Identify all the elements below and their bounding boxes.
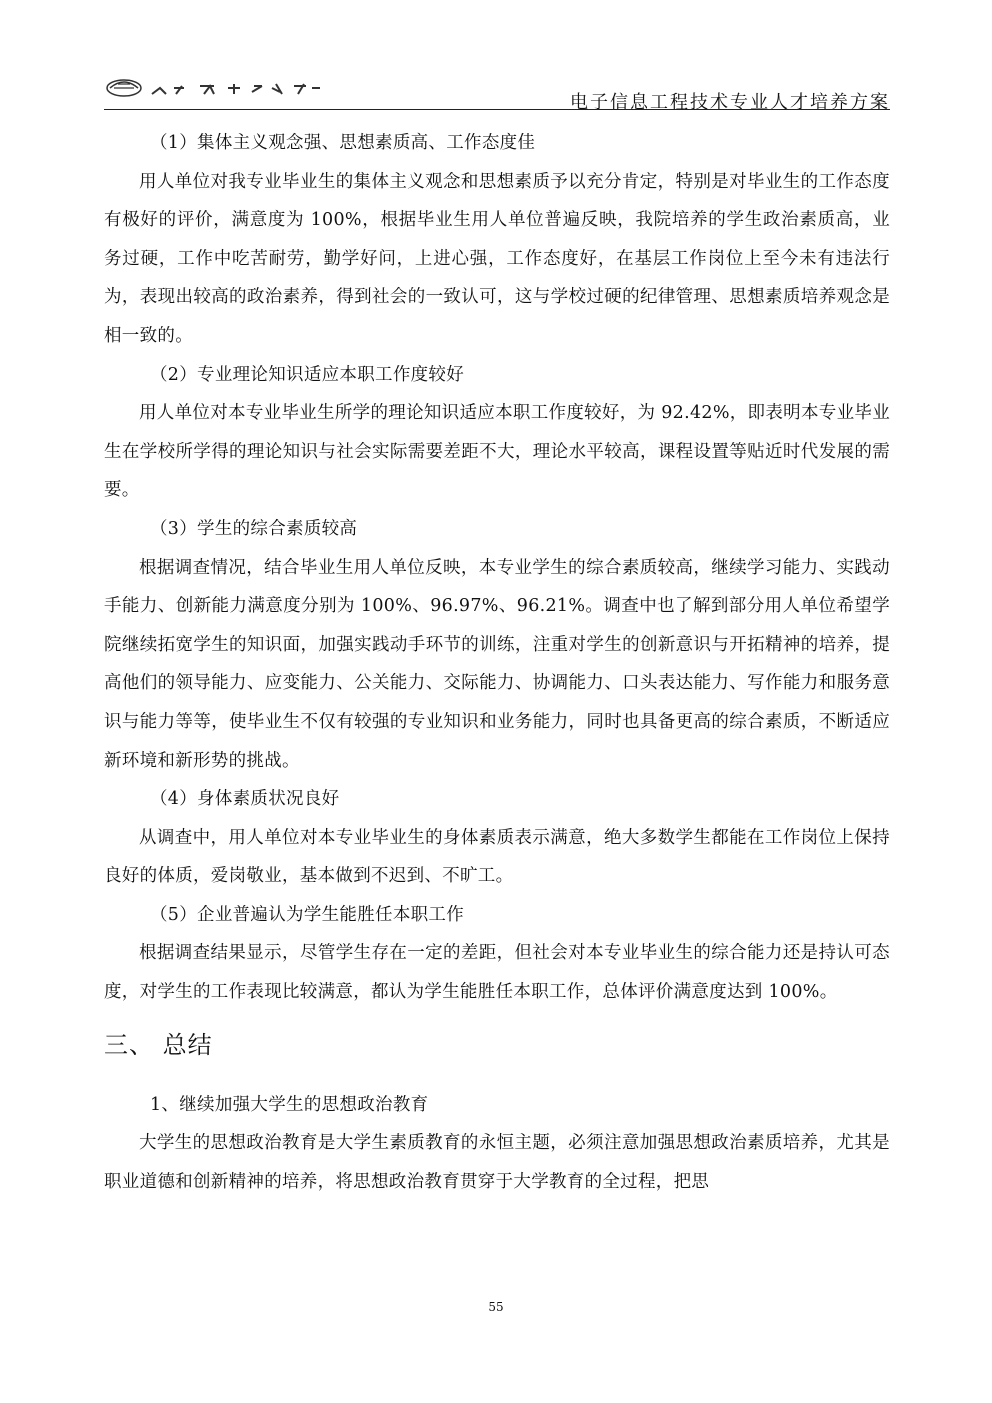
paragraph-3: 根据调查情况，结合毕业生用人单位反映，本专业学生的综合素质较高，继续学习能力、实践动手能力、创新能力满意度分别为 100%、96.97%、96.21%。调查中也了解到部分用人单位希望学院继续拓宽学生的知识面，加强实践动手环节的训练，注重对学生的创新意识与开拓精神的培养，提高他们的领导能力、应变能力、公关能力、交际能力、协调能力、口头表达能力、写作能力和服务意识与能力等等，使毕业生不仅有较强的专业知识和业务能力，同时也具备更高的综合素质，不断适应新环境和新形势的挑战。 [104, 557, 890, 771]
subheading-5: （5）企业普遍认为学生能胜任本职工作 [150, 904, 465, 925]
document-title: 电子信息工程技术专业人才培养方案 [570, 92, 890, 113]
header-divider [104, 109, 890, 110]
page-content [104, 124, 890, 1201]
section-heading: 三、 总结 [104, 1030, 213, 1059]
paragraph-2: 用人单位对本专业毕业生所学的理论知识适应本职工作度较好，为 92.42%，即表明本专业毕业生在学校所学得的理论知识与社会实际需要差距不大，理论水平较高，课程设置等贴近时代发展的需要。 [104, 403, 890, 501]
college-logo [104, 74, 324, 102]
subheading-4: （4）身体素质状况良好 [150, 789, 340, 810]
paragraph-5: 根据调查结果显示，尽管学生存在一定的差距，但社会对本专业毕业生的综合能力还是持认可态度，对学生的工作表现比较满意，都认为学生能胜任本职工作，总体评价满意度达到 100%。 [104, 943, 890, 1003]
subheading-2: （2）专业理论知识适应本职工作度较好 [150, 364, 465, 385]
subheading-1: （1）集体主义观念强、思想素质高、工作态度佳 [150, 133, 536, 153]
paragraph-4: 从调查中，用人单位对本专业毕业生的身体素质表示满意，绝大多数学生都能在工作岗位上保持良好的体质，爱岗敬业，基本做到不迟到、不旷工。 [104, 827, 890, 887]
paragraph-s1: 大学生的思想政治教育是大学生素质教育的永恒主题，必须注意加强思想政治素质培养，尤其是职业道德和创新精神的培养，将思想政治教育贯穿于大学教育的全过程，把思 [104, 1133, 890, 1192]
page-header [104, 66, 890, 113]
subheading-s1: 1、继续加强大学生的思想政治教育 [150, 1094, 429, 1115]
subheading-3: （3）学生的综合素质较高 [150, 518, 358, 539]
paragraph-1: 用人单位对我专业毕业生的集体主义观念和思想素质予以充分肯定，特别是对毕业生的工作态度有极好的评价，满意度为 100%，根据毕业生用人单位普遍反映，我院培养的学生政治素质高，业务过硬，工作中吃苦耐劳，勤学好问，上进心强，工作态度好，在基层工作岗位上至今未有违法行为，表现出较高的政治素养，得到社会的一致认可，这与学校过硬的纪律管理、思想素质培养观念是相一致的。 [104, 171, 890, 346]
page-number: 55 [488, 1300, 504, 1314]
